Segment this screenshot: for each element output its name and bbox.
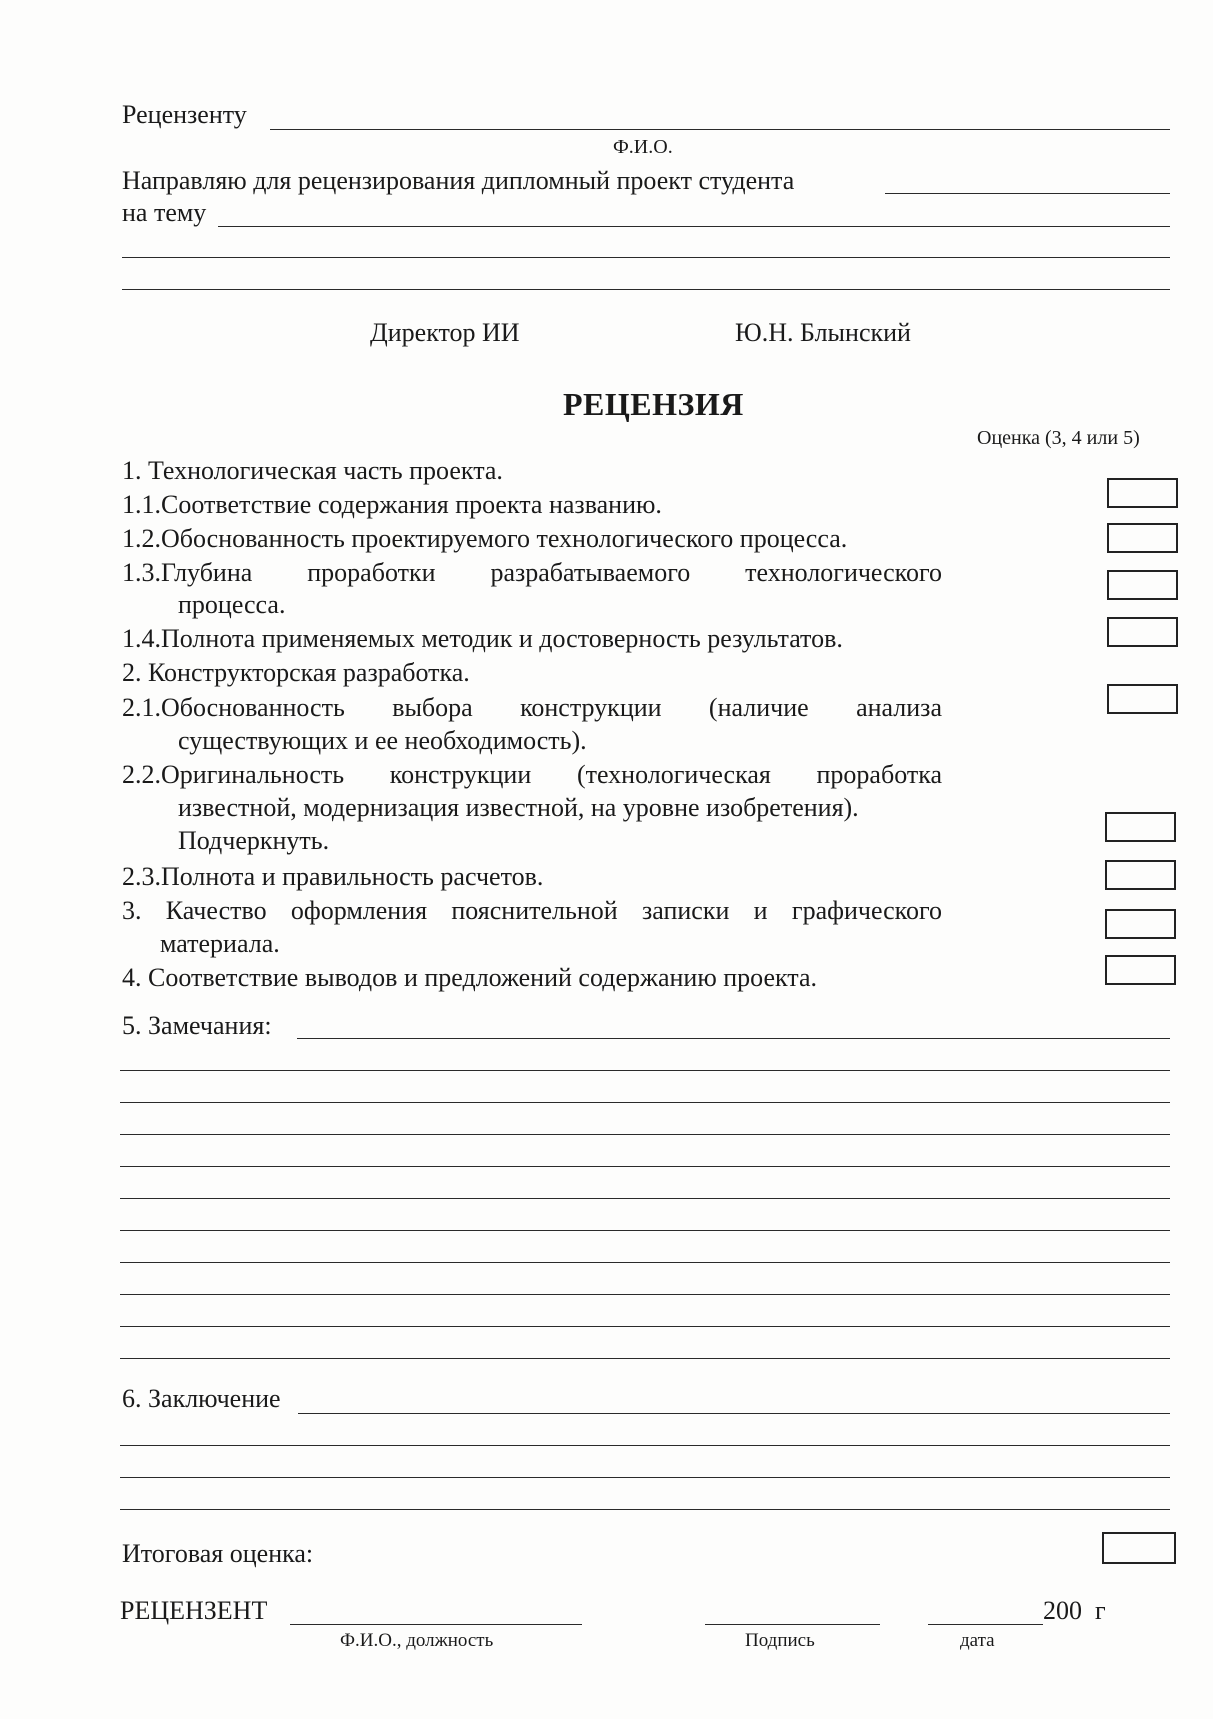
grade-box-1-2[interactable]: [1107, 570, 1178, 600]
direction-text: Направляю для рецензирования дипломный проект студента: [122, 166, 795, 195]
criterion-1-3-line1: 1.3.Глубина проработки разрабатываемого технологического: [122, 558, 942, 587]
criterion-2-1-line1: 2.1.Обоснованность выбора конструкции (наличие анализа: [122, 693, 942, 722]
reviewer-signature-label: РЕЦЕНЗЕНТ: [120, 1596, 268, 1625]
final-grade-box[interactable]: [1102, 1532, 1176, 1564]
reviewer-fio-line[interactable]: [290, 1624, 582, 1625]
grade-box-1-3[interactable]: [1107, 617, 1178, 647]
year-text: 200 г: [1043, 1596, 1106, 1625]
reviewer-label: Рецензенту: [122, 100, 247, 129]
reviewer-name-line[interactable]: [270, 129, 1170, 130]
signature-line[interactable]: [705, 1624, 880, 1625]
criterion-1-2: 1.2.Обоснованность проектируемого технологического процесса.: [122, 524, 848, 553]
remarks-line-1[interactable]: [297, 1038, 1170, 1039]
remarks-line-8[interactable]: [120, 1262, 1170, 1263]
fio-caption: Ф.И.О.: [613, 136, 673, 158]
conclusion-line-3[interactable]: [120, 1477, 1170, 1478]
conclusion-line-2[interactable]: [120, 1445, 1170, 1446]
grade-box-1[interactable]: [1107, 478, 1178, 508]
criterion-2-2-line3: Подчеркнуть.: [178, 826, 330, 855]
criterion-3-line2: материала.: [160, 929, 280, 958]
final-grade-label: Итоговая оценка:: [122, 1539, 314, 1568]
student-name-line[interactable]: [885, 193, 1170, 194]
criterion-3-line1: 3. Качество оформления пояснительной записки и графического: [122, 896, 942, 925]
director-title: Директор ИИ: [370, 318, 520, 347]
grade-box-2-2[interactable]: [1105, 812, 1176, 842]
criterion-2-3: 2.3.Полнота и правильность расчетов.: [122, 862, 544, 891]
signature-caption: Подпись: [745, 1630, 815, 1651]
page-title: РЕЦЕНЗИЯ: [563, 386, 744, 422]
remarks-line-7[interactable]: [120, 1230, 1170, 1231]
criterion-2-2-line2: известной, модернизация известной, на уровне изобретения).: [178, 793, 859, 822]
criterion-4: 4. Соответствие выводов и предложений содержанию проекта.: [122, 963, 818, 992]
criterion-2: 2. Конструкторская разработка.: [122, 658, 470, 687]
remarks-line-4[interactable]: [120, 1134, 1170, 1135]
remarks-line-6[interactable]: [120, 1198, 1170, 1199]
criterion-1: 1. Технологическая часть проекта.: [122, 456, 503, 485]
topic-line-1[interactable]: [218, 226, 1170, 227]
grade-box-3[interactable]: [1105, 909, 1176, 939]
conclusion-line-4[interactable]: [120, 1509, 1170, 1510]
conclusion-label: 6. Заключение: [122, 1384, 281, 1413]
date-caption: дата: [960, 1630, 995, 1651]
remarks-line-5[interactable]: [120, 1166, 1170, 1167]
remarks-line-3[interactable]: [120, 1102, 1170, 1103]
grade-box-1-4[interactable]: [1107, 684, 1178, 714]
remarks-line-10[interactable]: [120, 1326, 1170, 1327]
director-name: Ю.Н. Блынский: [735, 318, 911, 347]
reviewer-fio-caption: Ф.И.О., должность: [340, 1630, 494, 1651]
remarks-label: 5. Замечания:: [122, 1011, 272, 1040]
topic-label: на тему: [122, 198, 207, 227]
remarks-line-2[interactable]: [120, 1070, 1170, 1071]
topic-line-3[interactable]: [122, 289, 1170, 290]
remarks-line-11[interactable]: [120, 1358, 1170, 1359]
grade-box-1-1[interactable]: [1107, 523, 1178, 553]
criterion-1-4: 1.4.Полнота применяемых методик и достоверность результатов.: [122, 624, 843, 653]
grade-column-caption: Оценка (3, 4 или 5): [977, 427, 1140, 449]
criterion-1-1: 1.1.Соответствие содержания проекта названию.: [122, 490, 662, 519]
grade-box-4[interactable]: [1105, 955, 1176, 985]
criterion-2-2-line1: 2.2.Оригинальность конструкции (технологическая проработка: [122, 760, 942, 789]
date-line[interactable]: [928, 1624, 1043, 1625]
criterion-2-1-line2: существующих и ее необходимость).: [178, 726, 587, 755]
grade-box-2-3[interactable]: [1105, 860, 1176, 890]
remarks-line-9[interactable]: [120, 1294, 1170, 1295]
conclusion-line-1[interactable]: [298, 1413, 1170, 1414]
topic-line-2[interactable]: [122, 257, 1170, 258]
criterion-1-3-line2: процесса.: [178, 590, 286, 619]
